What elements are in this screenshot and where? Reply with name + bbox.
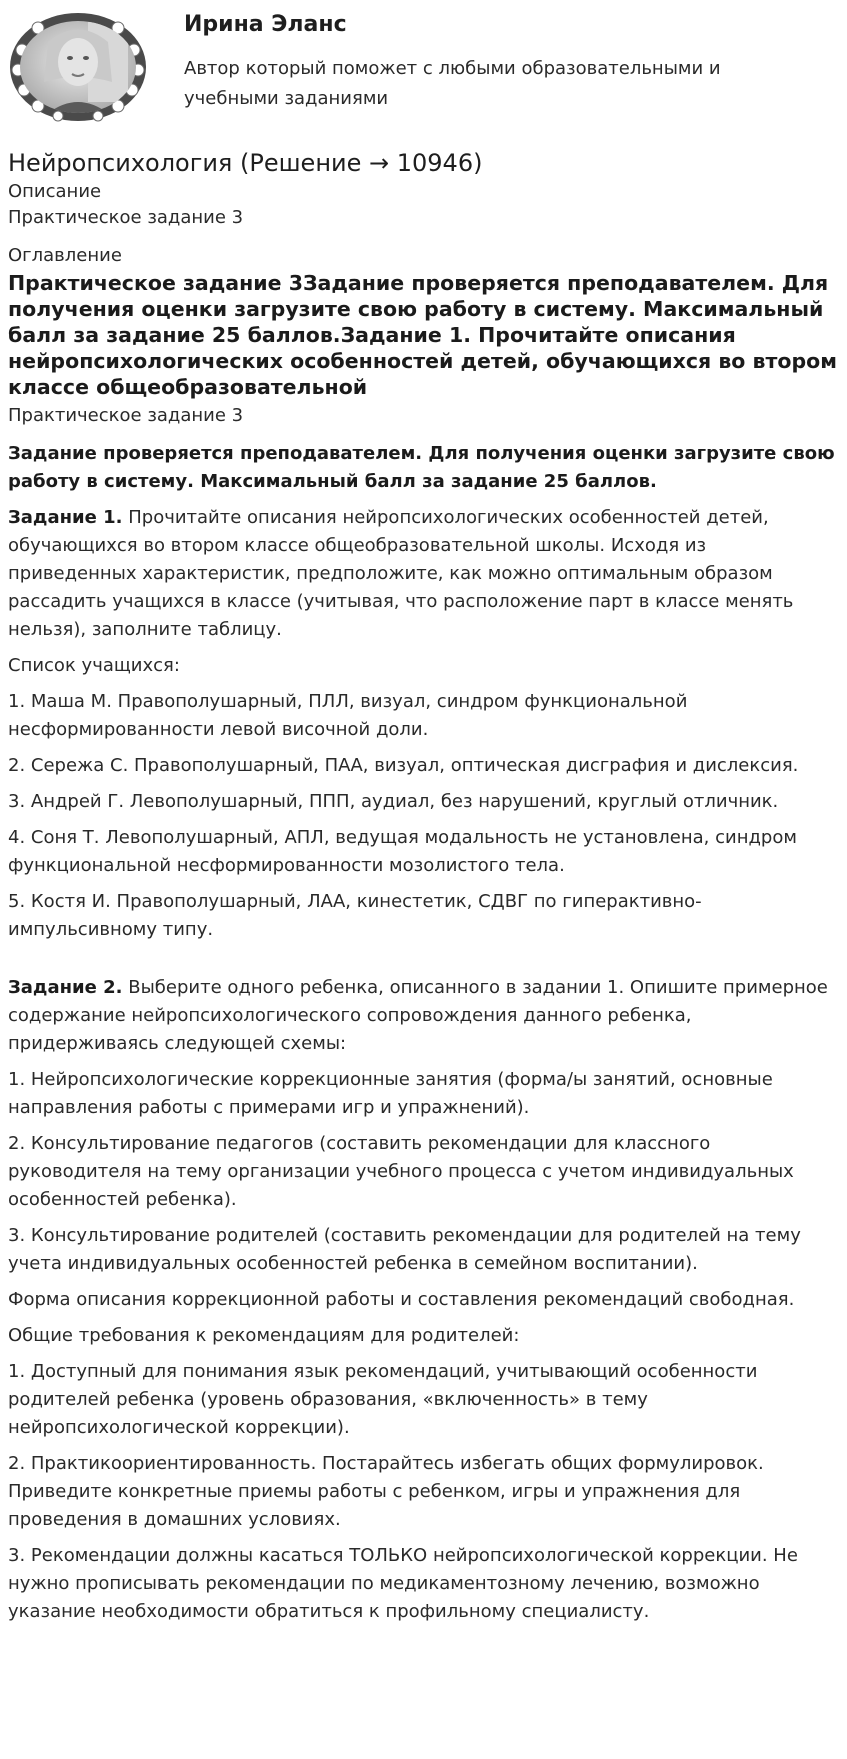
- author-description: Автор который поможет с любыми образовательными и учебными заданиями: [184, 58, 721, 109]
- form-note: Форма описания коррекционной работы и составления рекомендаций свободная.: [8, 1289, 795, 1310]
- toc-label: Оглавление: [8, 245, 122, 266]
- avatar-film-frame-icon: [8, 12, 148, 122]
- student-item: 1. Маша М. Правополушарный, ПЛЛ, визуал, синдром функциональной несформированности левой височной доли.: [8, 691, 688, 740]
- author-avatar[interactable]: [8, 12, 148, 122]
- description-text: Практическое задание 3: [8, 207, 244, 228]
- task1-text: Прочитайте описания нейропсихологических особенностей детей, обучающихся во втором классе общеобразовательной школы. Исходя из приведенных характеристик, предположите, как можно оптимальным образом рассадить учащихся в классе (учитывая, что расположение парт в классе менять нельзя), заполните таблицу.: [8, 507, 794, 640]
- student-item: 2. Сережа С. Правополушарный, ПАА, визуал, оптическая дисграфия и дислексия.: [8, 755, 799, 776]
- requirement-item: 1. Доступный для понимания язык рекомендаций, учитывающий особенности родителей ребенка (уровень образования, «включенность» в тему нейропсихологической коррекции).: [8, 1361, 758, 1438]
- task2-label: Задание 2.: [8, 977, 123, 998]
- task2-text: Выберите одного ребенка, описанного в задании 1. Опишите примерное содержание нейропсихологического сопровождения данного ребенка, придерживаясь следующей схемы:: [8, 977, 828, 1054]
- student-item: 4. Соня Т. Левополушарный, АПЛ, ведущая модальность не установлена, синдром функциональной несформированности мозолистого тела.: [8, 827, 797, 876]
- author-name[interactable]: Ирина Эланс: [184, 12, 347, 37]
- toc-text: Практическое задание 3Задание проверяется преподавателем. Для получения оценки загрузите свою работу в систему. Максимальный балл за задание 25 баллов.Задание 1. Прочитайте описания нейропсихологических особенностей детей, обучающихся во втором классе общеобразовательной: [8, 271, 837, 399]
- students-label: Список учащихся:: [8, 655, 180, 676]
- page-title: Нейропсихология (Решение → 10946): [8, 149, 483, 177]
- task2-paragraph: [8, 974, 840, 1058]
- scheme-item: 1. Нейропсихологические коррекционные занятия (форма/ы занятий, основные направления работы с примерами игр и упражнений).: [8, 1069, 773, 1118]
- requirement-item: 2. Практикоориентированность. Постарайтесь избегать общих формулировок. Приведите конкретные приемы работы с ребенком, игры и упражнения для проведения в домашних условиях.: [8, 1453, 764, 1530]
- spacer: [8, 952, 840, 974]
- task1-label: Задание 1.: [8, 507, 123, 528]
- task1-paragraph: [8, 504, 840, 644]
- student-item: 3. Андрей Г. Левополушарный, ППП, аудиал, без нарушений, круглый отличник.: [8, 791, 779, 812]
- requirements-label: Общие требования к рекомендациям для родителей:: [8, 1325, 520, 1346]
- body-intro: Практическое задание 3: [8, 405, 244, 426]
- scheme-item: 2. Консультирование педагогов (составить рекомендации для классного руководителя на тему организации учебного процесса с учетом индивидуальных особенностей ребенка).: [8, 1133, 794, 1210]
- grading-note: Задание проверяется преподавателем. Для получения оценки загрузите свою работу в систему. Максимальный балл за задание 25 баллов.: [8, 443, 835, 492]
- author-card: [8, 8, 838, 126]
- scheme-item: 3. Консультирование родителей (составить рекомендации для родителей на тему учета индивидуальных особенностей ребенка в семейном воспитании).: [8, 1225, 801, 1274]
- student-item: 5. Костя И. Правополушарный, ЛАА, кинестетик, СДВГ по гиперактивно-импульсивному типу.: [8, 891, 702, 940]
- work-content: [8, 146, 840, 1634]
- description-label: Описание: [8, 181, 102, 202]
- requirement-item: 3. Рекомендации должны касаться ТОЛЬКО нейропсихологической коррекции. Не нужно прописывать рекомендации по медикаментозному лечению, возможно указание необходимости обратиться к профильному специалисту.: [8, 1545, 798, 1622]
